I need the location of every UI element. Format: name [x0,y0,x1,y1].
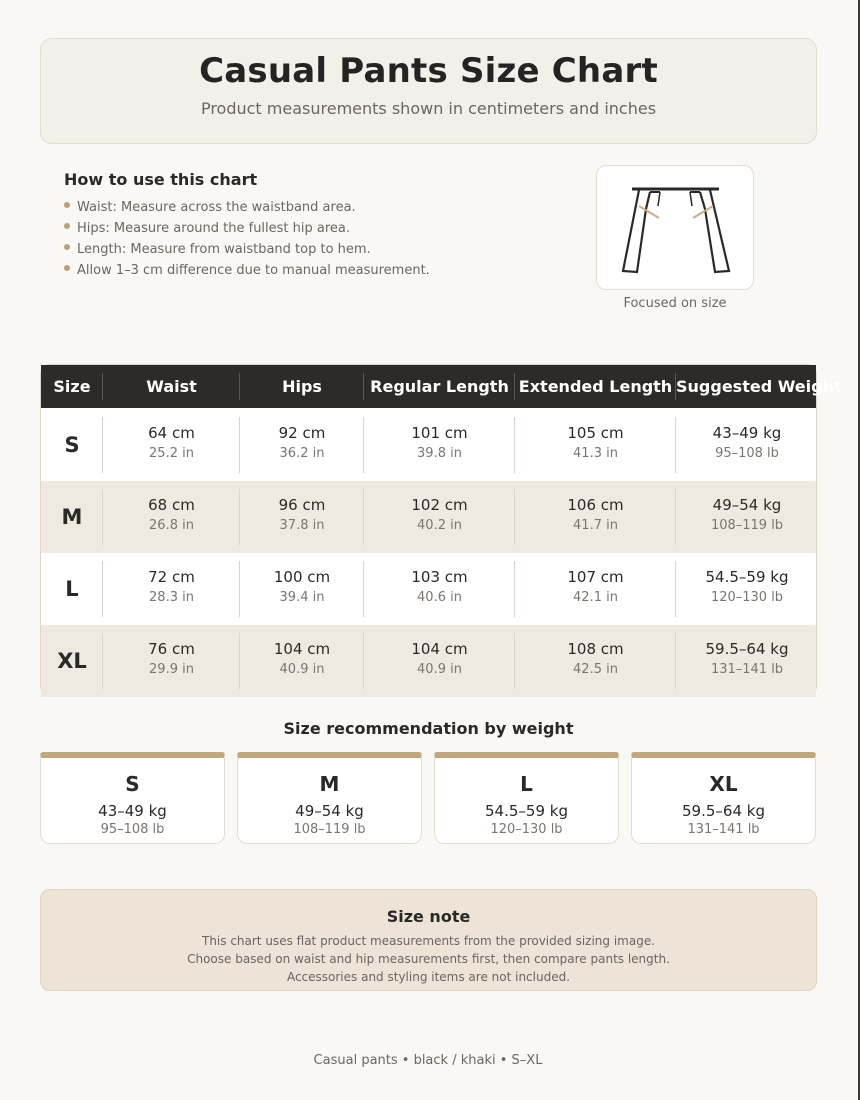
header-waist: Waist [103,365,240,408]
card-kg: 49–54 kg [295,802,364,820]
card-lb: 120–130 lb [490,822,563,837]
recommendation-card [434,752,619,844]
in-value: 29.9 in [149,662,194,677]
cm-value: 104 cm [411,640,468,658]
cm-value: 92 cm [278,424,326,442]
how-to-item: Length: Measure from waistband top to hem. [64,239,544,260]
card-kg: 43–49 kg [98,802,167,820]
hips-cell [240,489,364,545]
in-value: 40.2 in [417,518,462,533]
recommendation-card [40,752,225,844]
cm-value: 108 cm [567,640,624,658]
in-value: 37.8 in [279,518,325,533]
note-line: Accessories and styling items are not included. [286,970,571,984]
cm-value: 104 cm [273,640,331,658]
extended-length-cell [515,633,676,689]
table-header-row [41,365,842,408]
kg-value: 54.5–59 kg [705,568,789,586]
card-lb: 131–141 lb [687,822,760,837]
table-row [41,409,816,481]
size-cell [41,417,103,473]
header-card [40,38,817,144]
in-value: 40.9 in [417,662,462,677]
product-image-card [596,165,754,290]
weight-cell [676,561,818,617]
how-to-item: Allow 1–3 cm difference due to manual measurement. [64,260,544,281]
how-to-section [64,170,544,281]
weight-cell [676,489,818,545]
size-label: S [64,433,80,457]
note-line: Choose based on waist and hip measurements first, then compare pants length. [187,952,670,966]
card-size: L [520,772,533,796]
cm-value: 100 cm [273,568,331,586]
in-value: 39.4 in [279,590,325,605]
how-to-item: Hips: Measure around the fullest hip area. [64,218,544,239]
size-table [40,364,842,696]
size-label: L [65,577,79,601]
card-size: XL [709,772,738,796]
weight-cell [676,417,818,473]
cm-value: 101 cm [411,424,468,442]
in-value: 40.9 in [279,662,325,677]
header-suggested-weight: Suggested Weight [676,377,842,396]
cm-value: 107 cm [567,568,624,586]
in-value: 40.6 in [417,590,462,605]
cm-value: 105 cm [567,424,624,442]
header-size: Size [41,365,103,408]
extended-length-cell [515,489,676,545]
in-value: 36.2 in [279,446,325,461]
header-extended-length: Extended Length [515,365,676,408]
table-row [41,481,816,553]
cm-value: 72 cm [148,568,195,586]
kg-value: 59.5–64 kg [705,640,789,658]
regular-length-cell [364,417,515,473]
cm-value: 68 cm [148,496,195,514]
size-label: XL [57,649,87,673]
in-value: 41.7 in [573,518,618,533]
size-note-card [40,889,817,991]
cm-value: 106 cm [567,496,624,514]
in-value: 25.2 in [149,446,194,461]
in-value: 42.5 in [573,662,618,677]
how-to-title: How to use this chart [64,170,258,189]
cm-value: 96 cm [278,496,326,514]
card-lb: 108–119 lb [293,822,366,837]
in-value: 26.8 in [149,518,194,533]
size-label: M [61,505,83,529]
recommendation-card [237,752,422,844]
size-cell [41,489,103,545]
waist-cell [103,561,240,617]
recommendation-card [631,752,816,844]
extended-length-cell [515,417,676,473]
lb-value: 131–141 lb [710,662,784,677]
lb-value: 120–130 lb [710,590,784,605]
how-to-item: Waist: Measure across the waistband area. [64,197,544,218]
card-kg: 54.5–59 kg [485,802,568,820]
kg-value: 49–54 kg [712,496,782,514]
cm-value: 76 cm [148,640,195,658]
lb-value: 95–108 lb [715,446,779,461]
in-value: 41.3 in [573,446,618,461]
card-kg: 59.5–64 kg [682,802,765,820]
regular-length-cell [364,633,515,689]
in-value: 28.3 in [149,590,194,605]
size-cell [41,633,103,689]
header-hips: Hips [240,365,364,408]
cm-value: 103 cm [411,568,468,586]
hips-cell [240,633,364,689]
page-title: Casual Pants Size Chart [199,51,658,91]
hips-cell [240,417,364,473]
card-size: M [319,772,340,796]
cm-value: 64 cm [148,424,195,442]
waist-cell [103,417,240,473]
kg-value: 43–49 kg [712,424,782,442]
header-regular-length: Regular Length [364,365,515,408]
card-lb: 95–108 lb [100,822,165,837]
card-size: S [125,772,140,796]
page-subtitle: Product measurements shown in centimeters and inches [200,99,657,118]
note-title: Size note [386,907,471,926]
regular-length-cell [364,561,515,617]
pants-icon [597,166,755,291]
table-row [41,625,816,697]
recommendation-title: Size recommendation by weight [283,719,574,738]
note-line: This chart uses flat product measurements from the provided sizing image. [201,934,656,948]
waist-cell [103,633,240,689]
weight-cell [676,633,818,689]
size-cell [41,561,103,617]
in-value: 42.1 in [573,590,618,605]
footer-text: Casual pants • black / khaki • S–XL [313,1053,543,1068]
regular-length-cell [364,489,515,545]
extended-length-cell [515,561,676,617]
image-caption: Focused on size [623,296,727,311]
cm-value: 102 cm [411,496,468,514]
hips-cell [240,561,364,617]
table-row [41,553,816,625]
lb-value: 108–119 lb [710,518,784,533]
how-to-list [64,197,544,281]
in-value: 39.8 in [417,446,462,461]
waist-cell [103,489,240,545]
